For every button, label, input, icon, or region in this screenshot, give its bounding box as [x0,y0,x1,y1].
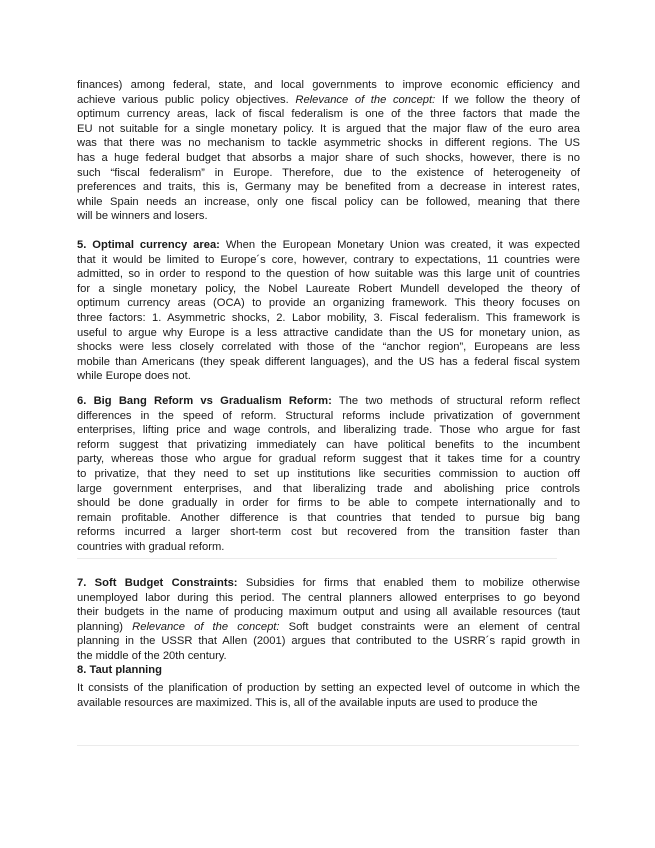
text-run: that it would be limited to Europe´s core, however, contrary to expectations, 11 countries were [77,253,580,266]
text-line [77,696,580,711]
text-run: available resources are maximized. This is, all of the available inputs are used to produce the [77,696,538,709]
text-line [77,525,580,540]
text-run: large government enterprises, and that liberalizing trade and abolishing price controls [77,482,580,495]
text-run: Subsidies for firms that enabled them to mobilize otherwise [237,577,580,589]
text-line [77,394,580,409]
text-line [77,267,580,282]
paragraph-taut-planning [77,681,580,710]
text-run: reforms incurred a larger short-term cost but recovered from the transition faster than [77,526,580,539]
text-run: It consists of the planification of production by setting an expected level of outcome in which the [77,682,580,694]
text-line [77,195,580,210]
text-run: preferences and traits, this is, Germany may be benefited from a decrease in interest rates, [77,181,580,194]
text-line [77,136,580,151]
text-line [77,423,580,438]
text-run: unemployed labor during this period. The central planners allowed enterprises to go beyond [77,591,580,604]
text-run: while Spain needs an increase, only one fiscal policy can be followed, meaning that there [77,195,580,208]
text-line [77,107,580,122]
text-line [77,253,580,268]
text-run: to privatize, that they need to set up institutions like securities commission to auction off [77,467,580,480]
text-run: the middle of the 20th century. [77,649,227,662]
text-run: The two methods of structural reform reflect [331,395,580,407]
text-line [77,78,580,93]
text-run: their budgets in the name of producing maximum output and using all available resources (taut [77,606,580,619]
text-run: party, whereas those who argue for gradual reform suggest that it takes time for a country [77,453,580,466]
text-line [77,311,580,326]
text-line [77,540,580,555]
bold-run: 6. Big Bang Reform vs Gradualism Reform: [77,395,332,407]
text-line [77,467,580,482]
paragraph-optimal-currency-area [77,238,580,384]
text-line [77,355,580,370]
text-run: such “fiscal federalism” in Europe. Therefore, due to the existence of heterogeneity of [77,166,580,179]
italic-run: Relevance of the concept: [295,93,436,106]
text-run: while Europe does not. [77,370,191,383]
text-run: for a single monetary policy, the Nobel Laureate Robert Mundell developed the theory of [77,282,580,295]
text-run: reform suggest that privatizing immediately can have political benefits to the incumbent [77,438,580,451]
section-divider [77,558,557,559]
text-line [77,340,580,355]
paragraph-fiscal-federalism-continued [77,78,580,224]
text-run: enterprises, lifting price and wage controls, and liberalizing trade. Those who argue for fast [77,424,580,437]
text-run: useful to argue why Europe is a less attractive candidate than the US for monetary union, as [77,326,580,339]
text-line [77,369,580,384]
text-run: admitted, so in order to respond to the question of how suitable was this large unit of countries [77,268,580,281]
text-line [77,649,580,664]
text-run: was that there was no mechanism to tackle asymmetric shocks in different regions. The US [77,137,580,150]
text-line [77,452,580,467]
text-line [77,166,580,181]
bold-run: 8. Taut planning [77,664,162,676]
text-line [77,605,580,620]
text-run: should be done gradually in order for firms to be able to compete internationally and to [77,497,580,510]
text-run: finances) among federal, state, and local governments to improve economic efficiency and [77,79,580,91]
text-run: optimum currency areas, lack of fiscal federalism is one of the three factors that made the [77,108,580,121]
text-run: If we follow the theory of [435,93,580,106]
text-line [77,209,580,224]
text-line [77,634,580,649]
text-line [77,93,580,108]
text-line [77,496,580,511]
text-line [77,282,580,297]
text-run: EU not suitable for a single monetary policy. It is argued that the major flaw of the euro area [77,122,580,135]
text-run: three factors: 1. Asymmetric shocks, 2. Labor mobility, 3. Fiscal federalism. This framework is [77,311,580,324]
bold-run: 5. Optimal currency area: [77,239,220,251]
text-run: shocks were less closely correlated with those of the “anchor region”, Europeans are less [77,341,580,354]
text-line [77,122,580,137]
text-line [77,238,580,253]
text-line [77,151,580,166]
text-run: When the European Monetary Union was created, it was expected [219,239,580,251]
text-line [77,482,580,497]
text-run: planning) [77,620,133,633]
text-run: will be winners and losers. [77,210,208,223]
text-run: mobile than Americans (they speak different languages), and the US has a federal fiscal system [77,355,580,368]
heading-taut-planning [77,663,580,678]
page-bottom-divider [77,745,579,746]
text-line [77,296,580,311]
text-line [77,591,580,606]
text-line [77,409,580,424]
bold-run: 7. Soft Budget Constraints: [77,577,238,589]
text-line [77,576,580,591]
text-run: has a huge federal budget that absorbs a major share of such shocks, however, there is no [77,151,580,164]
text-run: achieve various public policy objectives. [77,93,296,106]
italic-run: Relevance of the concept: [132,620,280,633]
paragraph-big-bang-vs-gradualism [77,394,580,555]
text-run: countries with gradual reform. [77,540,225,553]
text-run: planning in the USSR that Allen (2001) argues that contributed to the USRR´s rapid growth in [77,635,580,648]
text-line [77,663,580,678]
text-line [77,326,580,341]
text-run: optimum currency areas (OCA) to provide an organizing framework. This theory focuses on [77,297,580,310]
paragraph-soft-budget-constraints [77,576,580,664]
text-line [77,180,580,195]
text-run: Soft budget constraints were an element of central [279,620,580,633]
text-line [77,620,580,635]
text-line [77,681,580,696]
text-line [77,511,580,526]
text-run: differences in the speed of reform. Structural reforms include privatization of government [77,409,580,422]
text-line [77,438,580,453]
text-run: remain profitable. Another difference is that countries that tended to pursue big bang [77,511,580,524]
